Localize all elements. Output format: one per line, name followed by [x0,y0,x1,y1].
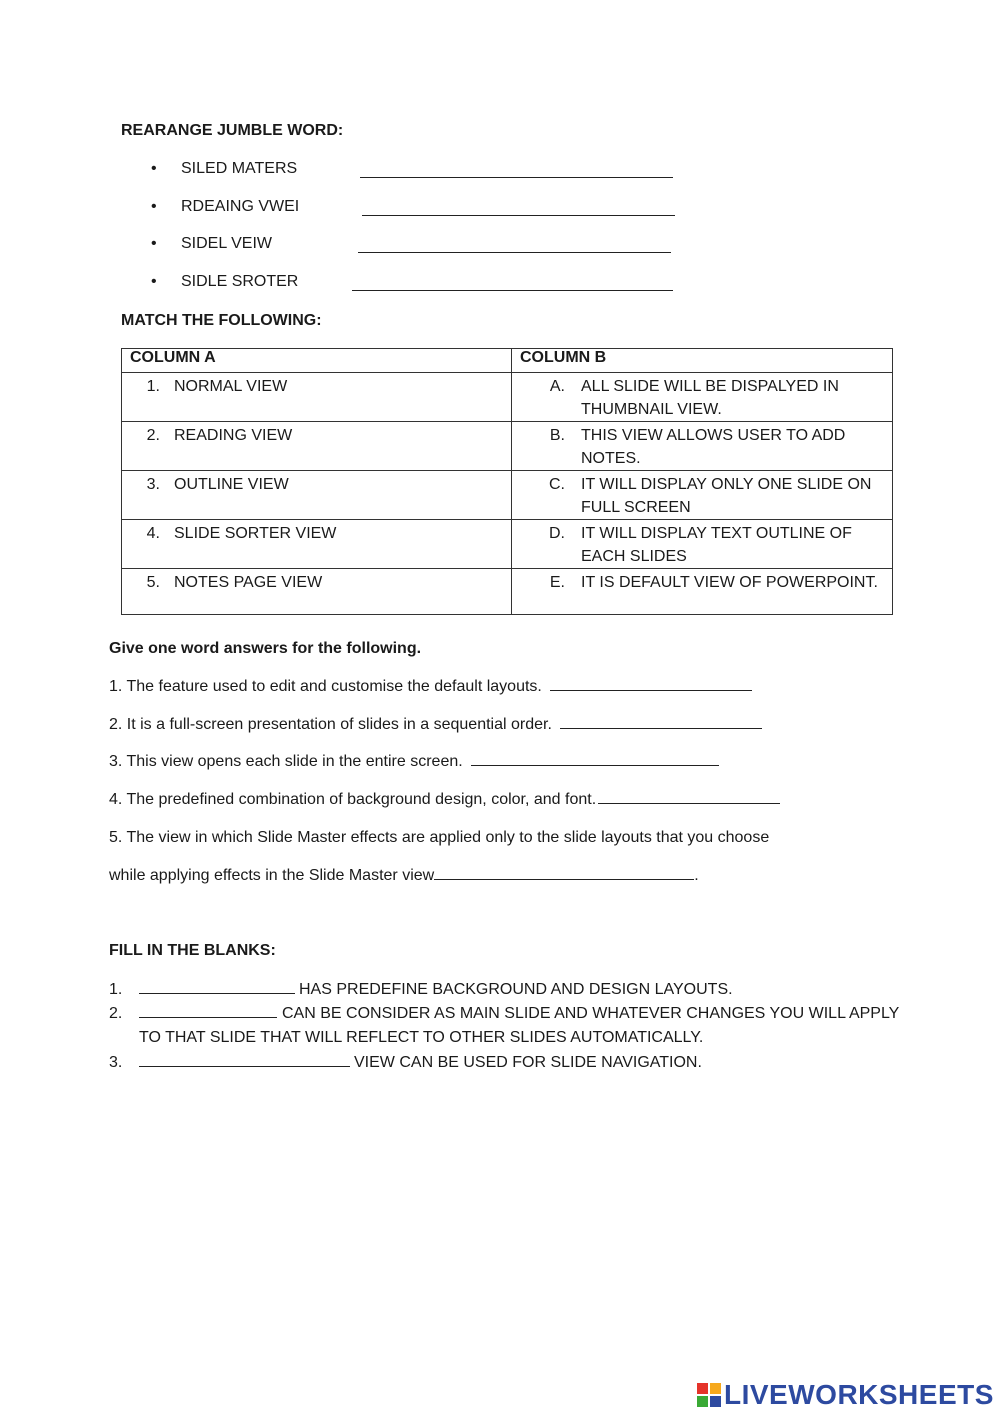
answer-blank[interactable] [139,1054,350,1067]
bullet-icon: • [151,198,157,215]
jumble-heading: REARANGE JUMBLE WORD: [121,122,344,139]
item-number: 1. [109,981,123,998]
answer-blank[interactable] [434,867,694,880]
question-text: 2. It is a full-screen presentation of slides in a sequential order. [109,716,552,733]
answer-blank[interactable] [352,290,673,291]
answer-blank[interactable] [139,1005,277,1018]
fill-item-2-continued: TO THAT SLIDE THAT WILL REFLECT TO OTHER SLIDES AUTOMATICALLY. [139,1029,704,1046]
row-letter: D. [549,525,565,542]
column-a-item: OUTLINE VIEW [174,476,289,493]
column-a-item: READING VIEW [174,427,293,444]
column-b-header: COLUMN B [512,349,893,373]
fill-item-2 [109,1002,899,1026]
row-number: 4. [146,525,160,542]
column-b-item: ALL SLIDE WILL BE DISPALYED IN THUMBNAIL VIEW. [581,378,839,418]
question-2 [109,716,762,734]
column-a-item: SLIDE SORTER VIEW [174,525,337,542]
column-b-item: IT WILL DISPLAY TEXT OUTLINE OF EACH SLIDES [581,525,852,565]
column-a-item: NORMAL VIEW [174,378,288,395]
row-letter: E. [549,574,565,591]
question-text: 1. The feature used to edit and customise the default layouts. [109,678,542,695]
liveworksheets-logo-icon [697,1383,721,1407]
question-end: . [694,867,699,884]
column-b-item: IT WILL DISPLAY ONLY ONE SLIDE ON FULL SCREEN [581,476,872,516]
one-word-heading: Give one word answers for the following. [109,640,422,657]
jumble-word: SILED MATERS [181,160,298,177]
row-number: 5. [146,574,160,591]
answer-blank[interactable] [598,791,780,804]
row-letter: A. [549,378,565,395]
item-text: CAN BE CONSIDER AS MAIN SLIDE AND WHATEVER CHANGES YOU WILL APPLY [282,1005,900,1022]
item-number: 2. [109,1005,123,1022]
answer-blank[interactable] [471,753,719,766]
jumble-word: RDEAING VWEI [181,198,300,215]
question-4 [109,791,780,809]
table-row [122,569,893,615]
question-5-line-1: 5. The view in which Slide Master effects are applied only to the slide layouts that you choose [109,829,770,846]
question-3 [109,753,719,771]
row-number: 1. [146,378,160,395]
question-1 [109,678,752,696]
jumble-word: SIDEL VEIW [181,235,272,252]
match-table [121,348,893,615]
answer-blank[interactable] [360,177,673,178]
question-5-line-2 [109,867,699,885]
answer-blank[interactable] [362,215,675,216]
column-b-item: IT IS DEFAULT VIEW OF POWERPOINT. [581,574,878,591]
row-number: 2. [146,427,160,444]
question-text: 3. This view opens each slide in the entire screen. [109,753,463,770]
column-a-header: COLUMN A [122,349,512,373]
row-letter: C. [549,476,565,493]
answer-blank[interactable] [560,716,762,729]
table-row [122,373,893,422]
item-number: 3. [109,1054,123,1071]
answer-blank[interactable] [550,678,752,691]
answer-blank[interactable] [139,981,295,994]
question-text: 4. The predefined combination of background design, color, and font. [109,791,597,808]
item-text: HAS PREDEFINE BACKGROUND AND DESIGN LAYOUTS. [299,981,733,998]
question-text: while applying effects in the Slide Master view [109,867,435,884]
jumble-word: SIDLE SROTER [181,273,299,290]
column-b-item: THIS VIEW ALLOWS USER TO ADD NOTES. [581,427,846,467]
answer-blank[interactable] [358,252,671,253]
logo-text: LIVEWORKSHEETS [724,1379,994,1410]
item-text: VIEW CAN BE USED FOR SLIDE NAVIGATION. [354,1054,702,1071]
table-row [122,520,893,569]
table-row [122,422,893,471]
fill-item-3 [109,1051,702,1075]
row-number: 3. [146,476,160,493]
bullet-icon: • [151,235,157,252]
fill-heading: FILL IN THE BLANKS: [109,942,276,959]
bullet-icon: • [151,273,157,290]
row-letter: B. [549,427,565,444]
match-heading: MATCH THE FOLLOWING: [121,312,322,329]
fill-item-1 [109,978,733,1002]
column-a-item: NOTES PAGE VIEW [174,574,323,591]
liveworksheets-logo[interactable] [697,1378,994,1412]
bullet-icon: • [151,160,157,177]
table-row [122,471,893,520]
